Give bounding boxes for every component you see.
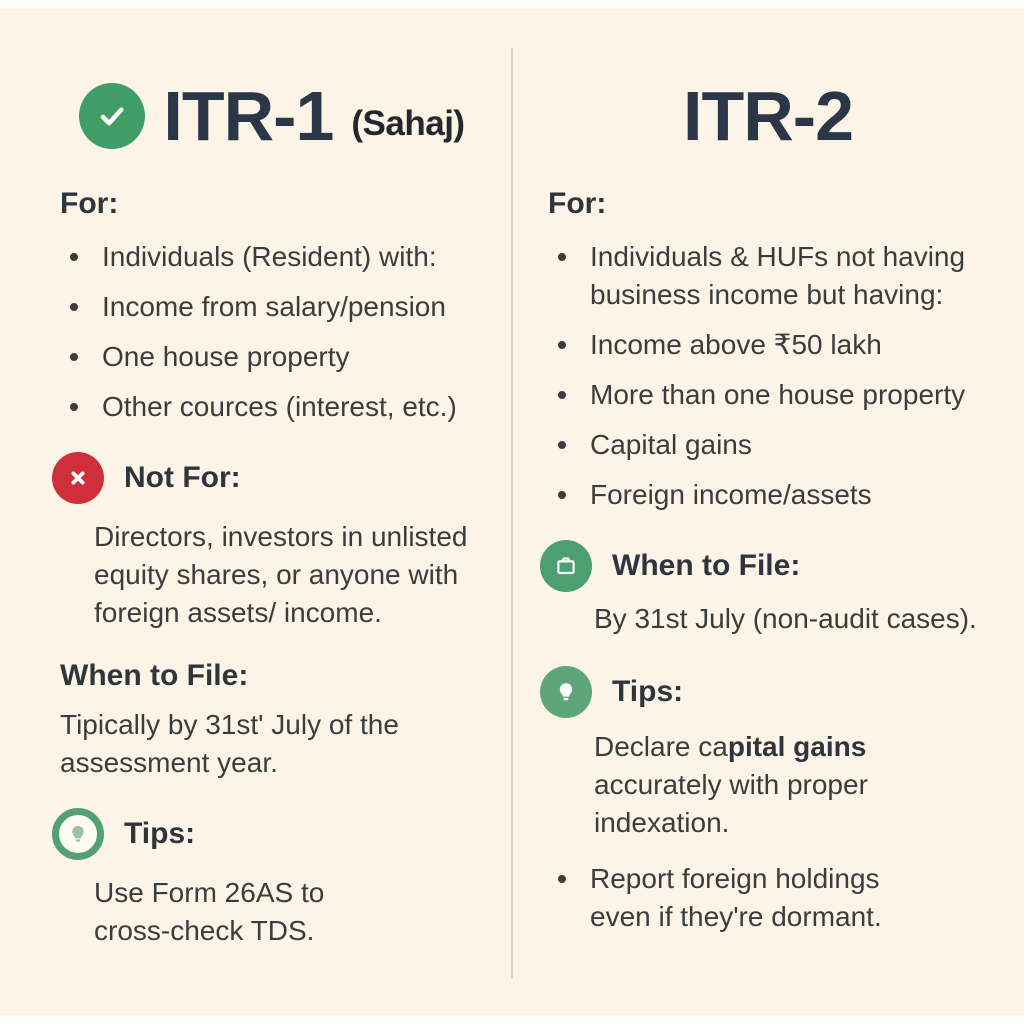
itr2-when-heading-row [540,540,988,592]
itr1-subtitle: (Sahaj) [351,104,465,143]
itr2-tips-heading: Tips: [612,675,684,708]
list-item: Other cources (interest, etc.) [60,388,484,426]
lightbulb-icon [540,666,592,718]
list-item: Foreign income/assets [548,476,980,514]
bullet-dot [558,341,566,349]
bullet-dot [558,391,566,399]
bullet-dot [558,441,566,449]
bullet-dot [558,253,566,261]
itr1-when-text: Tipically by 31st' July of the assessment year. [60,709,399,778]
list-item: Income from salary/pension [60,288,484,326]
list-item: Capital gains [548,426,980,464]
itr1-when-heading: When to File: [60,659,249,692]
list-item: Income above ₹50 lakh [548,326,980,364]
itr2-tips-list [548,860,988,936]
list-item: More than one house property [548,376,980,414]
itr1-title: ITR-1 [163,77,334,155]
list-item: Individuals & HUFs not having business income but having: [548,238,980,314]
itr2-for-list [548,238,988,514]
list-item: Report foreign holdings even if they're dormant. [548,860,908,936]
itr2-for-heading: For: [548,187,607,220]
itr1-not-for-text: Directors, investors in unlisted equity shares, or anyone with foreign assets/ income. [94,521,468,628]
itr2-tips-text: Declare capital gains accurately with proper indexation. [594,731,868,838]
tips-bold-fragment: pital gains [727,731,867,762]
itr2-tips-heading-row [540,666,988,718]
itr2-when-text: By 31st July (non-audit cases). [594,603,977,634]
list-item: One house property [60,338,484,376]
itr2-when-heading: When to File: [612,549,801,582]
briefcase-icon [540,540,592,592]
itr1-not-for-heading: Not For: [124,461,241,494]
bullet-dot [558,491,566,499]
itr1-tips-heading: Tips: [124,817,196,850]
itr2-title: ITR-2 [683,77,853,155]
list-item: Individuals (Resident) with: [60,238,484,276]
itr1-for-heading: For: [60,187,119,220]
itr1-tips-text: Use Form 26AS to cross-check TDS. [94,877,325,946]
itr2-header [548,77,988,155]
bullet-dot [558,875,566,883]
